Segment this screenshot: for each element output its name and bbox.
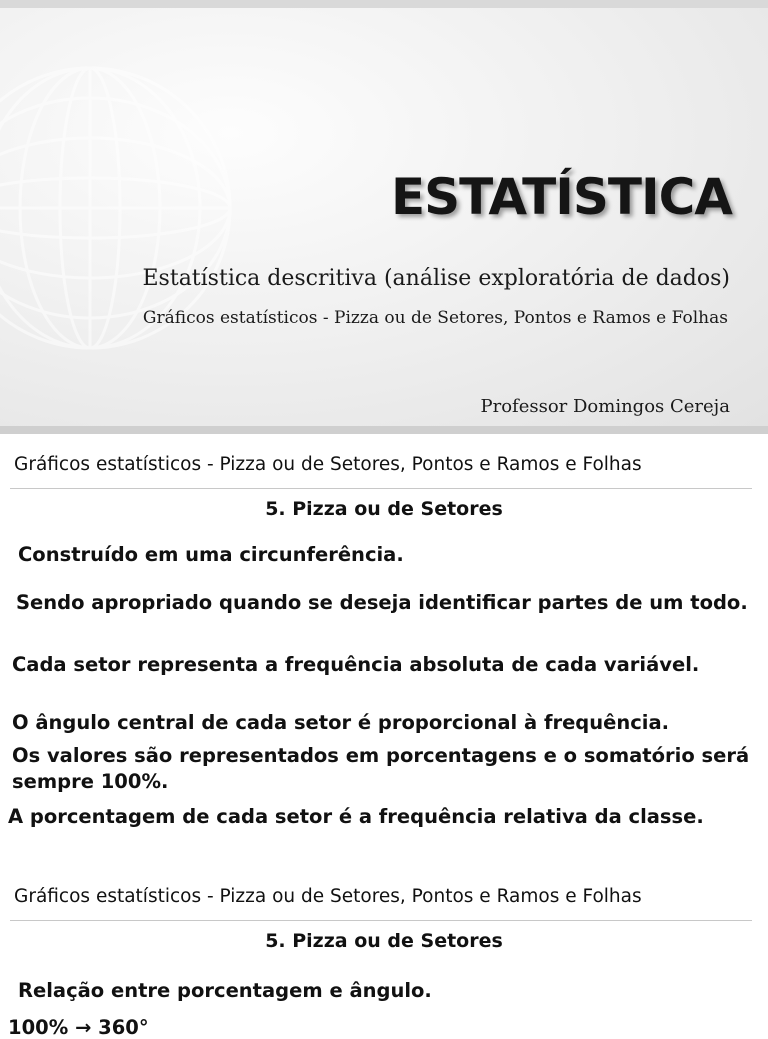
content-slide-pizza — [0, 434, 768, 874]
paragraph-5: Os valores são representados em porcentagens e o somatório será sempre 100%. — [12, 744, 750, 793]
slide-subtitle: Estatística descritiva (análise exploratória de dados) — [142, 266, 730, 291]
cutoff-line: 100% → 360° — [8, 1016, 149, 1039]
paragraph-4: O ângulo central de cada setor é proporcional à frequência. — [12, 711, 670, 734]
slide-title: ESTATÍSTICA — [390, 168, 732, 226]
content-slide-angles — [0, 874, 768, 1039]
paragraph-1: Relação entre porcentagem e ângulo. — [18, 979, 432, 1002]
slide-divider — [0, 426, 768, 434]
paragraph-3: Cada setor representa a frequência absoluta de cada variável. — [12, 653, 700, 676]
paragraph-2: Sendo apropriado quando se deseja identificar partes de um todo. — [16, 591, 748, 614]
slide-header: Gráficos estatísticos - Pizza ou de Setores, Pontos e Ramos e Folhas — [14, 886, 642, 907]
header-rule — [10, 488, 752, 489]
header-rule — [10, 920, 752, 921]
slide-header: Gráficos estatísticos - Pizza ou de Setores, Pontos e Ramos e Folhas — [14, 454, 642, 475]
slide-author: Professor Domingos Cereja — [480, 396, 730, 417]
title-slide — [0, 8, 768, 426]
section-title: 5. Pizza ou de Setores — [265, 930, 503, 952]
paragraph-6: A porcentagem de cada setor é a frequência relativa da classe. — [8, 805, 704, 828]
slide-topic: Gráficos estatísticos - Pizza ou de Setores, Pontos e Ramos e Folhas — [142, 308, 728, 328]
paragraph-1: Construído em uma circunferência. — [18, 543, 404, 566]
section-title: 5. Pizza ou de Setores — [265, 498, 503, 520]
page-top-border — [0, 0, 768, 8]
